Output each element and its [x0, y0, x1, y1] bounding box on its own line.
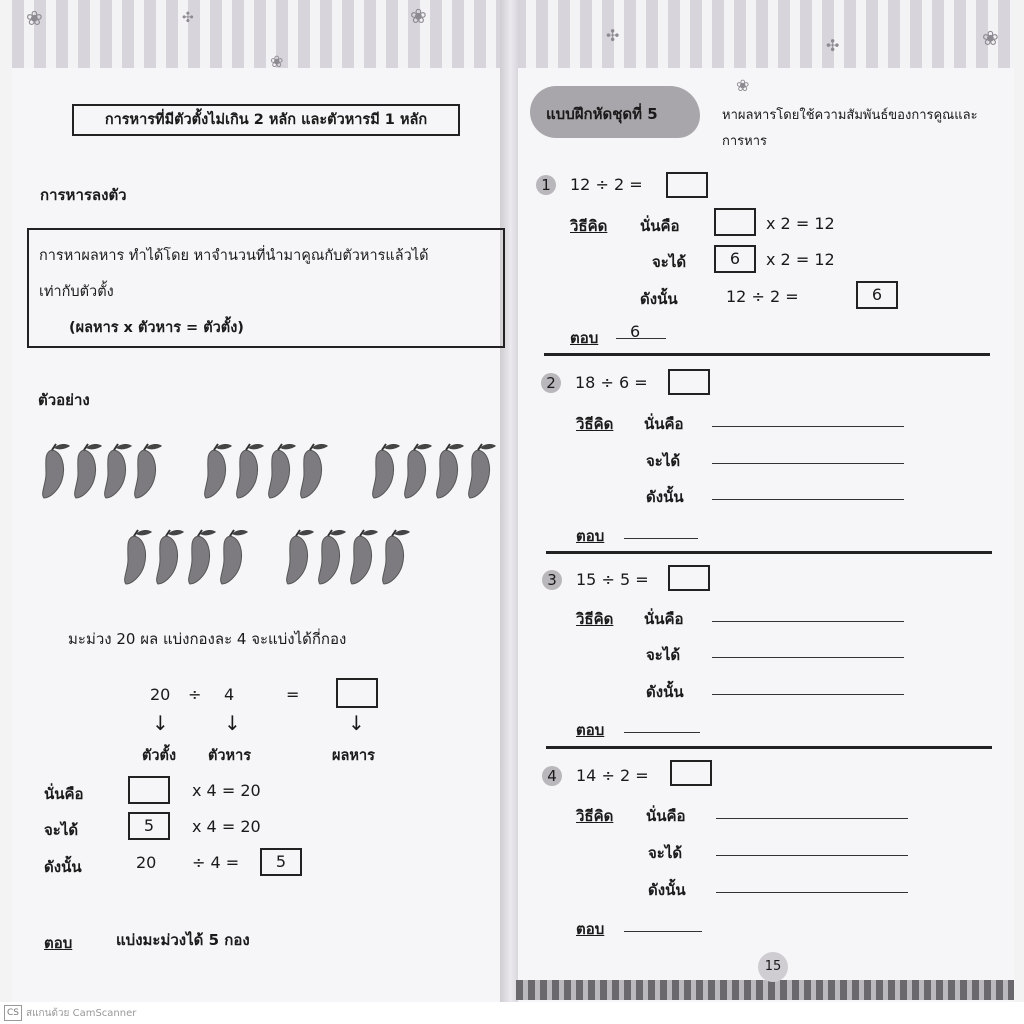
arrow-down-icon: ↓: [152, 711, 169, 735]
row-that-is-label: นั่นคือ: [44, 785, 84, 803]
fence-border: [516, 980, 1014, 1000]
exercise-title: แบบฝึกหัดชุดที่ 5: [546, 105, 658, 123]
mango-icon: [405, 444, 432, 498]
q1-blank-box: [714, 208, 756, 236]
rule-line-2: เท่ากับตัวตั้ง: [39, 284, 114, 300]
flower-icon: ✣: [182, 10, 194, 26]
q4-think-label: วิธีคิด: [576, 807, 614, 825]
q4-expression: 14 ÷ 2 =: [576, 766, 649, 785]
page-number: 15: [758, 952, 788, 982]
flower-icon: ❀: [26, 6, 43, 30]
q3-that-is-label: นั่นคือ: [644, 610, 684, 628]
q3-fill-line: [712, 657, 904, 658]
instruction-line-2: การหาร: [722, 134, 768, 149]
q1-answer-label: ตอบ: [570, 329, 599, 347]
mango-icon: [351, 530, 378, 584]
mango-icon: [287, 530, 314, 584]
mango-icon: [43, 444, 70, 498]
q1-row1-expr: x 2 = 12: [766, 214, 835, 233]
q1-that-is-label: นั่นคือ: [640, 217, 680, 235]
q1-result-box: 6: [856, 281, 898, 309]
q1-answer-box: [666, 172, 708, 198]
q1-expression: 12 ÷ 2 =: [570, 175, 643, 194]
q1-answer-value: 6: [630, 322, 641, 341]
q2-answer-label: ตอบ: [576, 527, 605, 545]
q4-answer-label: ตอบ: [576, 920, 605, 938]
q2-get-label: จะได้: [646, 452, 681, 470]
mango-icon: [221, 530, 248, 584]
arrow-down-icon: ↓: [348, 711, 365, 735]
flower-icon: ✣: [826, 36, 840, 55]
mango-icon: [301, 444, 328, 498]
lesson-title: การหารที่มีตัวตั้งไม่เกิน 2 หลัก และตัวหารมี 1 หลัก: [72, 104, 460, 136]
mango-icon: [269, 444, 296, 498]
mango-icon: [189, 530, 216, 584]
mango-icon: [373, 444, 400, 498]
q1-think-label: วิธีคิด: [570, 217, 608, 235]
question-number: 3: [542, 570, 562, 590]
rule-line-1: การหาผลหาร ทำได้โดย หาจำนวนที่นำมาคูณกับตัวหารแล้วได้: [39, 248, 429, 264]
scanner-watermark: สแกนด้วย CamScanner: [26, 1008, 137, 1019]
question-number: 2: [541, 373, 561, 393]
mango-icon: [205, 444, 232, 498]
mango-icon: [125, 530, 152, 584]
example-label: ตัวอย่าง: [38, 391, 90, 409]
q2-therefore-label: ดังนั้น: [646, 488, 684, 506]
q3-therefore-label: ดังนั้น: [646, 683, 684, 701]
q3-fill-line: [712, 621, 904, 622]
rule-box: [27, 228, 505, 348]
row-get-label: จะได้: [44, 821, 79, 839]
mango-icon: [237, 444, 264, 498]
left-stripe-banner: [12, 0, 510, 68]
row-get-expr: x 4 = 20: [192, 817, 261, 836]
row-therefore-label: ดังนั้น: [44, 858, 82, 876]
flower-icon: ❀: [736, 76, 750, 95]
row-that-is-expr: x 4 = 20: [192, 781, 261, 800]
question-number: 1: [536, 175, 556, 195]
q1-row3-expr: 12 ÷ 2 =: [726, 287, 799, 306]
q4-that-is-label: นั่นคือ: [646, 807, 686, 825]
q4-fill-line: [716, 855, 908, 856]
q3-think-label: วิธีคิด: [576, 610, 614, 628]
q4-answer-line: [624, 931, 702, 932]
answer-box: 5: [128, 812, 170, 840]
label-quotient: ผลหาร: [332, 748, 375, 764]
word-problem: มะม่วง 20 ผล แบ่งกองละ 4 จะแบ่งได้กี่กอง: [68, 630, 347, 648]
q3-answer-box: [668, 565, 710, 591]
row-therefore-expr: ÷ 4 =: [192, 853, 240, 872]
row-therefore-dividend: 20: [136, 853, 157, 872]
mango-icon: [75, 444, 102, 498]
q2-expression: 18 ÷ 6 =: [575, 373, 648, 392]
q2-that-is-label: นั่นคือ: [644, 415, 684, 433]
q3-expression: 15 ÷ 5 =: [576, 570, 649, 589]
q2-answer-box: [668, 369, 710, 395]
flower-icon: ❀: [982, 26, 999, 50]
mango-icon: [383, 530, 410, 584]
q1-filled-box: 6: [714, 245, 756, 273]
q1-row2-expr: x 2 = 12: [766, 250, 835, 269]
q2-answer-line: [624, 538, 698, 539]
q2-fill-line: [712, 426, 904, 427]
q3-fill-line: [712, 694, 904, 695]
mango-icon: [105, 444, 132, 498]
mango-illustration: [30, 436, 510, 586]
mango-icon: [157, 530, 184, 584]
quotient-box: [336, 678, 378, 708]
q2-fill-line: [712, 499, 904, 500]
eq-divisor: 4: [224, 685, 235, 704]
right-stripe-banner: [514, 0, 1014, 68]
camscanner-logo-icon: CS: [4, 1005, 22, 1021]
section-heading: การหารลงตัว: [40, 186, 127, 204]
flower-icon: ❀: [410, 4, 427, 28]
label-divisor: ตัวหาร: [208, 748, 252, 764]
question-number: 4: [542, 766, 562, 786]
q4-fill-line: [716, 892, 908, 893]
q3-answer-label: ตอบ: [576, 721, 605, 739]
separator: [546, 746, 992, 749]
q4-therefore-label: ดังนั้น: [648, 881, 686, 899]
scanner-footer: [0, 1002, 1024, 1024]
q3-answer-line: [624, 732, 700, 733]
q4-fill-line: [716, 818, 908, 819]
instruction-line-1: หาผลหารโดยใช้ความสัมพันธ์ของการคูณและ: [722, 108, 978, 123]
q1-therefore-label: ดังนั้น: [640, 290, 678, 308]
mango-icon: [135, 444, 162, 498]
q4-get-label: จะได้: [648, 844, 683, 862]
mango-icon: [437, 444, 464, 498]
mango-icon: [469, 444, 496, 498]
q2-fill-line: [712, 463, 904, 464]
blank-box: [128, 776, 170, 804]
answer-text: แบ่งมะม่วงได้ 5 กอง: [116, 931, 250, 949]
q1-get-label: จะได้: [652, 253, 687, 271]
separator: [546, 551, 992, 554]
label-dividend: ตัวตั้ง: [142, 748, 177, 764]
q1-answer-line: [616, 338, 666, 339]
rule-formula: (ผลหาร x ตัวหาร = ตัวตั้ง): [69, 320, 244, 336]
answer-box: 5: [260, 848, 302, 876]
flower-icon: ✣: [606, 26, 620, 45]
q4-answer-box: [670, 760, 712, 786]
q3-get-label: จะได้: [646, 646, 681, 664]
eq-equals: =: [286, 685, 300, 704]
eq-dividend: 20: [150, 685, 171, 704]
flower-icon: ❀: [270, 52, 284, 71]
separator: [544, 353, 990, 356]
arrow-down-icon: ↓: [224, 711, 241, 735]
q2-think-label: วิธีคิด: [576, 415, 614, 433]
eq-divide-sign: ÷: [188, 685, 202, 704]
answer-label: ตอบ: [44, 934, 73, 952]
mango-icon: [319, 530, 346, 584]
